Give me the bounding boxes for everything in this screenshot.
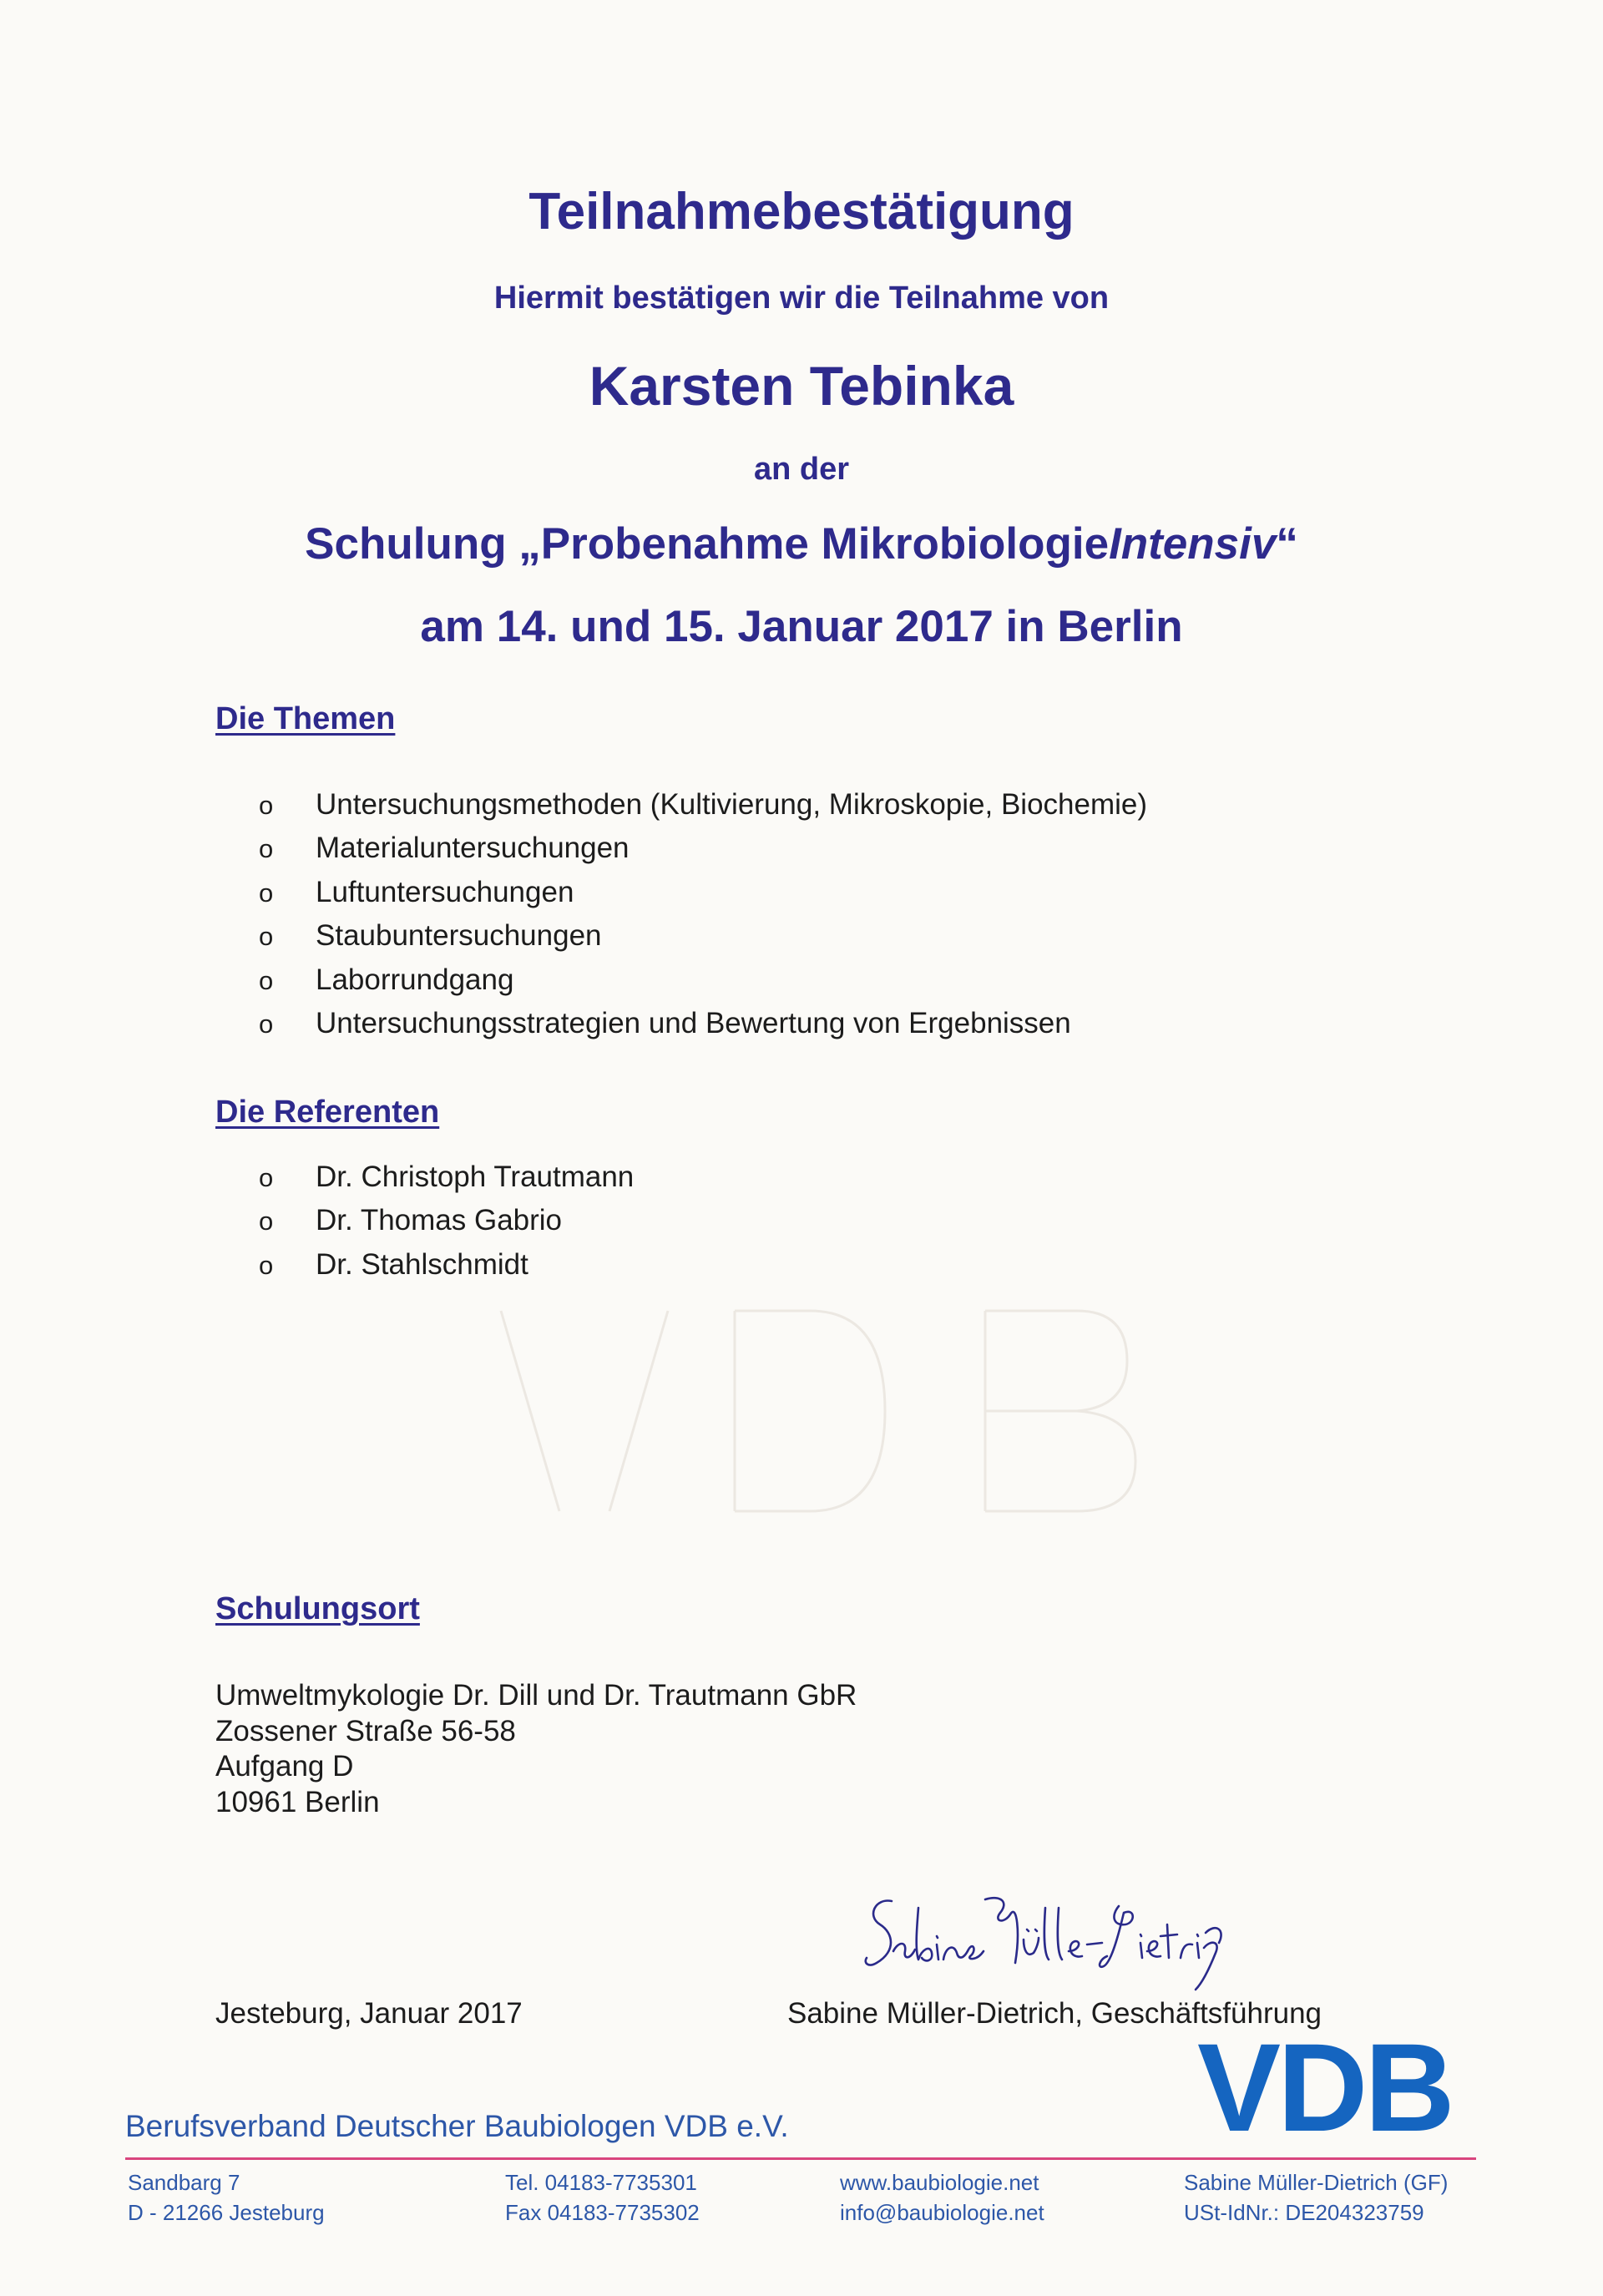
vdb-embossed-watermark — [468, 1286, 1169, 1520]
speakers-list — [259, 1161, 634, 1292]
an-der-text: an der — [753, 452, 850, 487]
list-item: o Dr. Thomas Gabrio — [259, 1204, 563, 1237]
themes-list — [259, 788, 1147, 1050]
course-prefix: Schulung „Probenahme Mikrobiologie — [305, 519, 1110, 569]
bullet-icon: o — [259, 791, 274, 820]
venue-address — [215, 1678, 857, 1820]
list-item: o Materialuntersuchungen — [259, 832, 630, 865]
bullet-icon: o — [259, 1206, 274, 1237]
venue-line: Zossener Straße 56-58 — [215, 1714, 516, 1747]
course-italic: Intensiv — [1109, 519, 1277, 569]
bullet-icon: o — [259, 1163, 274, 1192]
footer-divider — [125, 2157, 1476, 2160]
bullet-icon: o — [259, 922, 274, 952]
course-suffix: “ — [1276, 519, 1298, 569]
speakers-heading: Die Referenten — [215, 1095, 440, 1130]
bullet-icon: o — [259, 1250, 274, 1280]
venue-line: Umweltmykologie Dr. Dill und Dr. Trautmann GbR — [215, 1679, 857, 1712]
participant-name: Karsten Tebinka — [589, 355, 1014, 417]
list-item: o Laborrundgang — [259, 963, 514, 996]
bullet-icon: o — [259, 877, 274, 908]
bullet-icon: o — [259, 1009, 274, 1039]
venue-line: 10961 Berlin — [215, 1785, 380, 1818]
footer-phone: Tel. 04183-7735301 Fax 04183-7735302 — [505, 2170, 700, 2225]
email-link: info@baubiologie.net — [840, 2200, 1044, 2225]
venue-line: Aufgang D — [215, 1750, 354, 1783]
list-item: o Staubuntersuchungen — [259, 919, 602, 953]
list-item: o Luftuntersuchungen — [259, 875, 574, 908]
intro-text: Hiermit bestätigen wir die Teilnahme von — [493, 281, 1110, 316]
list-item: o Untersuchungsstrategien und Bewertung von Ergebnissen — [259, 1006, 1071, 1039]
course-title — [0, 518, 1603, 569]
handwritten-signature — [860, 1883, 1227, 1991]
themes-heading: Die Themen — [215, 701, 396, 736]
bullet-icon: o — [259, 834, 274, 864]
bullet-icon: o — [259, 965, 274, 995]
list-item: o Dr. Stahlschmidt — [259, 1247, 528, 1281]
signer-name: Sabine Müller-Dietrich, Geschäftsführung — [787, 1997, 1322, 2030]
footer-tax: Sabine Müller-Dietrich (GF) USt-IdNr.: DE204323759 — [1184, 2170, 1449, 2225]
place-and-date: Jesteburg, Januar 2017 — [215, 1997, 523, 2030]
list-item: o Untersuchungsmethoden (Kultivierung, Mikroskopie, Biochemie) — [259, 788, 1148, 821]
footer-address: Sandbarg 7 D - 21266 Jesteburg — [128, 2170, 325, 2225]
organization-name: Berufsverband Deutscher Baubiologen VDB e.V. — [125, 2109, 789, 2143]
course-date: am 14. und 15. Januar 2017 in Berlin — [420, 602, 1183, 651]
website-link: www.baubiologie.net — [840, 2170, 1039, 2195]
certificate-title: Teilnahmebestätigung — [528, 183, 1075, 240]
vdb-logo: VDB — [1197, 2017, 1452, 2157]
footer-web — [840, 2167, 1044, 2228]
venue-heading: Schulungsort — [215, 1591, 420, 1626]
list-item: o Dr. Christoph Trautmann — [259, 1161, 635, 1193]
